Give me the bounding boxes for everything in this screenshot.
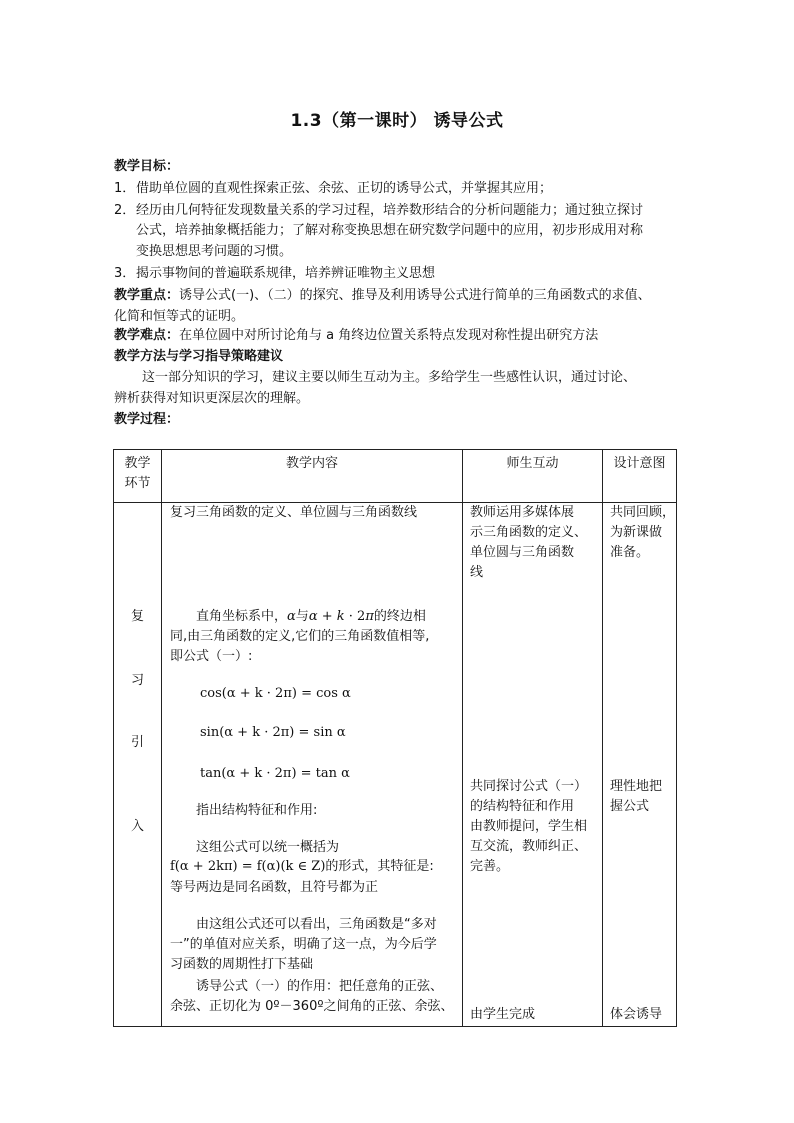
content-review: 复习三角函数的定义、单位圆与三角函数线 bbox=[170, 505, 418, 520]
interaction-line: 教师运用多媒体展 bbox=[470, 505, 575, 520]
stage-char: 习 bbox=[130, 673, 144, 688]
interaction-line: 互交流，教师纠正、 bbox=[470, 839, 588, 854]
key-points-heading: 教学重点： bbox=[114, 288, 180, 303]
objective-item-2 bbox=[114, 201, 702, 221]
content-multi-1: 由这组公式还可以看出，三角函数是“多对 bbox=[196, 917, 437, 932]
para1-text: 直角坐标系中， bbox=[196, 609, 288, 624]
interaction-line: 示三角函数的定义、 bbox=[470, 525, 588, 540]
process-heading: 教学过程： bbox=[114, 412, 180, 427]
content-use-1: 诱导公式（一）的作用：把任意角的正弦、 bbox=[196, 979, 444, 994]
interaction-line: 完善。 bbox=[470, 859, 510, 874]
interaction-cell bbox=[463, 503, 603, 1027]
para1-math: α与α + k · 2π bbox=[287, 609, 374, 624]
interaction-line: 的结构特征和作用 bbox=[470, 799, 575, 814]
header-intent: 设计意图 bbox=[603, 450, 677, 503]
header-interaction: 师生互动 bbox=[463, 450, 603, 503]
table-header-row bbox=[114, 450, 677, 503]
objective-text: 借助单位圆的直观性探索正弦、余弦、正切的诱导公式，并掌握其应用； bbox=[136, 181, 553, 196]
stage-char: 复 bbox=[130, 609, 144, 624]
intent-line: 为新课做 bbox=[610, 525, 663, 540]
objectives-heading: 教学目标： bbox=[114, 159, 180, 174]
interaction-line: 由教师提问，学生相 bbox=[470, 819, 588, 834]
objective-item-2-line-2: 公式，培养抽象概括能力；了解对称变换思想在研究数学问题中的应用，初步形成用对称 bbox=[136, 223, 644, 238]
formula-tan: tan(α + k · 2π) = tan α bbox=[200, 766, 350, 781]
objective-text: 经历由几何特征发现数量关系的学习过程，培养数形结合的分析问题能力；通过独立探讨 bbox=[136, 203, 644, 218]
difficulties-heading: 教学难点： bbox=[114, 328, 180, 343]
content-multi-3: 习函数的周期性打下基础 bbox=[170, 957, 314, 972]
intent-line: 握公式 bbox=[610, 799, 650, 814]
interaction-line: 线 bbox=[470, 565, 484, 580]
methods-heading: 教学方法与学习指导策略建议 bbox=[114, 349, 284, 364]
interaction-third: 由学生完成 bbox=[470, 1007, 536, 1022]
content-summary-3: 等号两边是同名函数，且符号都为正 bbox=[170, 880, 379, 895]
content-summary-1: 这组公式可以统一概括为 bbox=[196, 840, 340, 855]
methods-line-1: 这一部分知识的学习，建议主要以师生互动为主。多给学生一些感性认识，通过讨论、 bbox=[142, 370, 637, 385]
intent-first bbox=[610, 503, 675, 563]
table-row bbox=[114, 503, 677, 1027]
key-points-line-2: 化简和恒等式的证明。 bbox=[114, 309, 245, 324]
key-points-text: 诱导公式(一)、（二）的探究、推导及利用诱导公式进行简单的三角函数式的求值、 bbox=[179, 288, 651, 303]
content-multi-2: 一”的单值对应关系，明确了这一点，为今后学 bbox=[170, 937, 437, 952]
para1-text-end: 的终边相 bbox=[373, 609, 426, 624]
intent-second bbox=[610, 777, 662, 817]
intent-third: 体会诱导 bbox=[610, 1007, 663, 1022]
key-points bbox=[114, 286, 680, 306]
header-stage-line-2: 环节 bbox=[124, 476, 151, 491]
difficulties bbox=[114, 326, 680, 346]
interaction-line: 单位圆与三角函数 bbox=[470, 545, 575, 560]
content-para1-line-2: 同,由三角函数的定义,它们的三角函数值相等, bbox=[170, 629, 430, 644]
summary-formula: f(α + 2kπ) = f(α)(k ∈ Z) bbox=[170, 859, 326, 874]
objective-item-2-line-3: 变换思想思考问题的习惯。 bbox=[136, 244, 293, 259]
content-para1-line-3: 即公式（一）: bbox=[170, 649, 253, 664]
header-stage bbox=[114, 450, 162, 503]
header-content: 教学内容 bbox=[162, 450, 463, 503]
content-para1 bbox=[196, 607, 426, 627]
lesson-table bbox=[113, 449, 677, 1027]
methods-line-2: 辨析获得对知识更深层次的理解。 bbox=[114, 391, 310, 406]
objective-num: 3． bbox=[114, 266, 136, 281]
stage-cell bbox=[114, 503, 162, 1027]
intent-line: 共同回顾， bbox=[610, 505, 676, 520]
objective-num: 1． bbox=[114, 181, 136, 196]
intent-cell bbox=[603, 503, 677, 1027]
objective-item-3 bbox=[114, 264, 702, 284]
page-title: 1.3（第一课时） 诱导公式 bbox=[290, 111, 504, 131]
difficulties-text: 在单位圆中对所讨论角与 a 角终边位置关系特点发现对称性提出研究方法 bbox=[179, 328, 599, 343]
stage-char: 引 bbox=[130, 735, 144, 750]
interaction-first bbox=[470, 503, 587, 583]
objective-num: 2． bbox=[114, 203, 136, 218]
formula-cos: cos(α + k · 2π) = cos α bbox=[200, 686, 351, 701]
content-summary-2 bbox=[170, 857, 434, 877]
interaction-second bbox=[470, 777, 587, 877]
intent-line: 理性地把 bbox=[610, 779, 663, 794]
content-point-out: 指出结构特征和作用: bbox=[196, 803, 318, 818]
summary-text: 的形式，其特征是: bbox=[325, 859, 434, 874]
objective-item-1 bbox=[114, 179, 702, 199]
content-cell bbox=[162, 503, 463, 1027]
formula-sin: sin(α + k · 2π) = sin α bbox=[200, 725, 346, 740]
content-use-2: 余弦、正切化为 0º－360º之间角的正弦、余弦、 bbox=[170, 999, 454, 1014]
stage-char: 入 bbox=[130, 819, 144, 834]
objective-text: 揭示事物间的普遍联系规律，培养辨证唯物主义思想 bbox=[136, 266, 436, 281]
intent-line: 准备。 bbox=[610, 545, 650, 560]
interaction-line: 共同探讨公式（一） bbox=[470, 779, 588, 794]
header-stage-line-1: 教学 bbox=[124, 456, 151, 471]
